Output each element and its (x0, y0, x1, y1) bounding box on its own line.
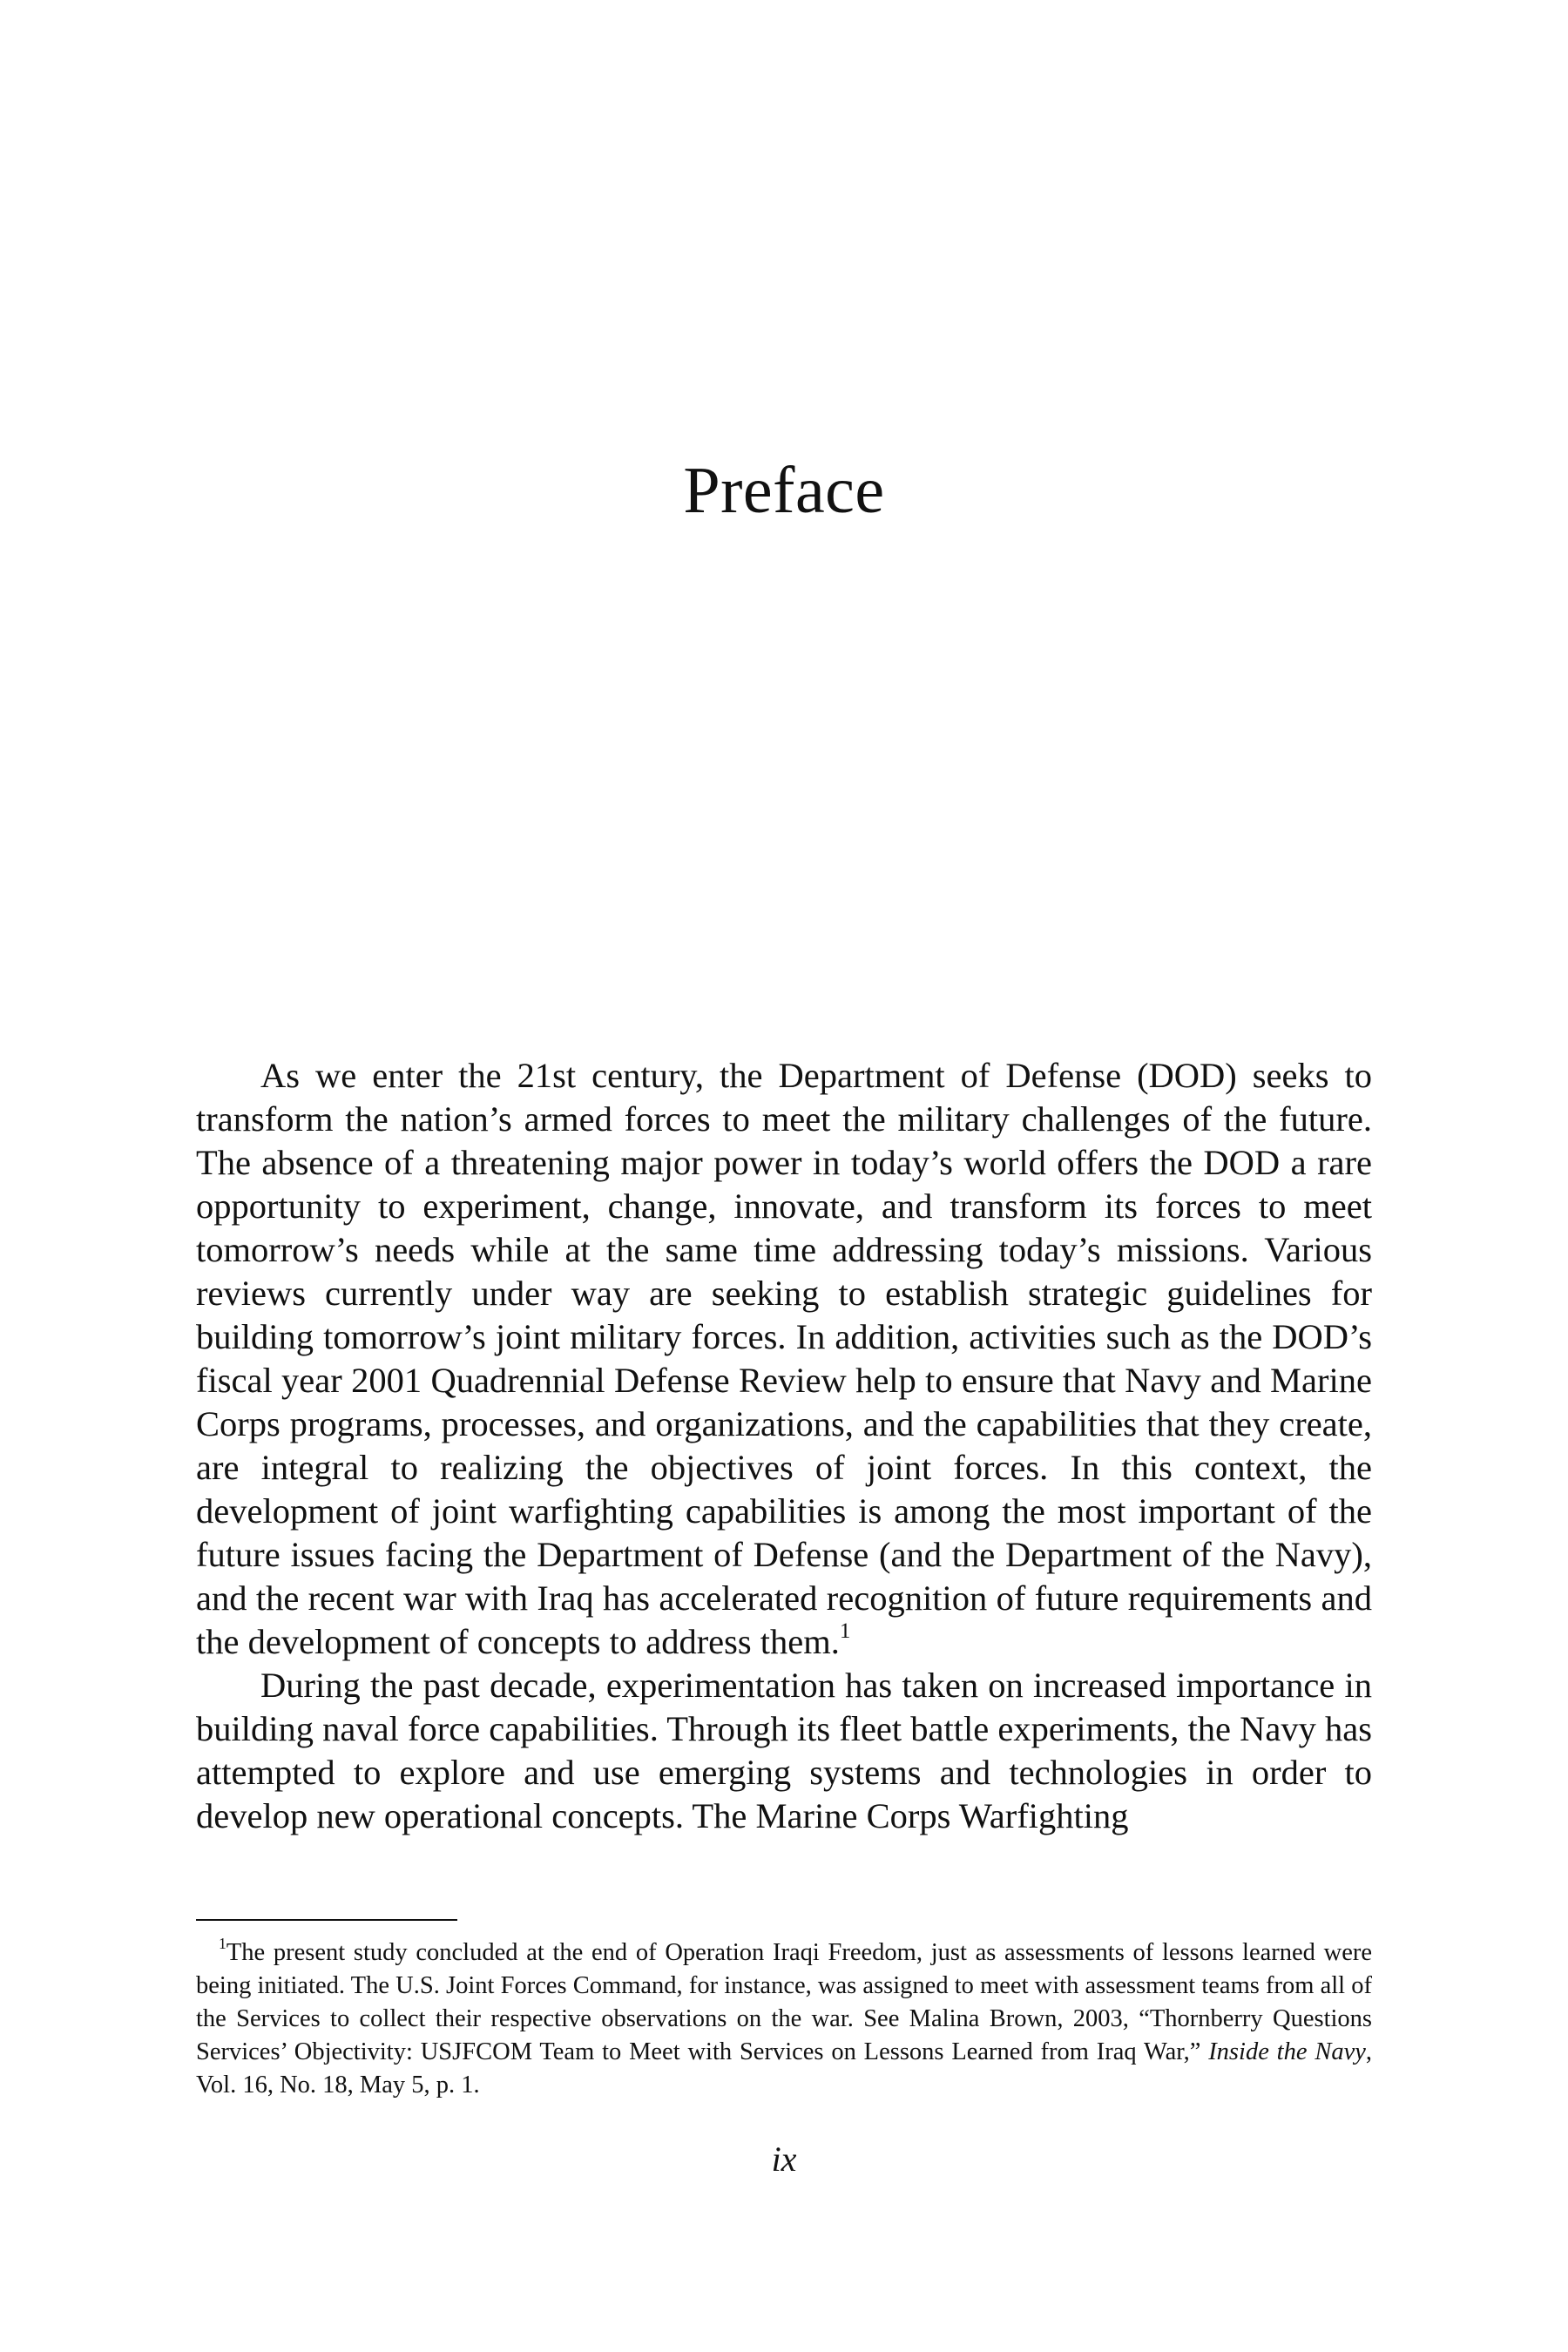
page-number: ix (771, 2139, 797, 2179)
footnote (196, 1936, 1372, 2102)
footnote-text-end: , Vol. 16, No. 18, May 5, p. 1. (196, 2038, 1373, 2099)
paragraph (196, 1664, 1372, 1838)
body-text (196, 1054, 1372, 1838)
footnote-marker: 1 (219, 1934, 226, 1952)
page-title: Preface (683, 454, 885, 527)
paragraph-text: During the past decade, experimentation has taken on increased importance in building naval force capabilities. Through its fleet battle experiments, the Navy has attempted to explore and use emerging systems and technologies in order to develop new operational concepts. The Marine Corps Warfighting (196, 1666, 1372, 1835)
footnote-publication-title: Inside the Navy (1208, 2038, 1366, 2065)
footnote-divider (196, 1919, 457, 1921)
footnote-text: The present study concluded at the end of Operation Iraqi Freedom, just as assessments of lessons learned were being initiated. The U.S. Joint Forces Command, for instance, was assigned to meet with assessment teams from all of the Services to collect their respective observations on the war. See Malina Brown, 2003, “Thornberry Questions Services’ Objectivity: USJFCOM Team to Meet with Services on Lessons Learned from Iraq War,” (196, 1939, 1372, 2065)
paragraph-text: As we enter the 21st century, the Department of Defense (DOD) seeks to transform the nation’s armed forces to meet the military challenges of the future. The absence of a threatening major power in today’s world offers the DOD a rare opportunity to experiment, change, innovate, and transform its forces to meet tomorrow’s needs while at the same time addressing today’s missions. Various reviews currently under way are seeking to establish strategic guidelines for building tomorrow’s joint military forces. In addition, activities such as the DOD’s fiscal year 2001 Quadrennial Defense Review help to ensure that Navy and Marine Corps programs, processes, and organizations, and the capabilities that they create, are integral to realizing the objectives of joint forces. In this context, the development of joint warfighting capabilities is among the most important of the future issues facing the Department of Defense (and the Department of the Navy), and the recent war with Iraq has accelerated recognition of future requirements and the development of concepts to address them. (196, 1056, 1372, 1661)
paragraph (196, 1054, 1372, 1664)
footnote-reference: 1 (839, 1619, 851, 1643)
